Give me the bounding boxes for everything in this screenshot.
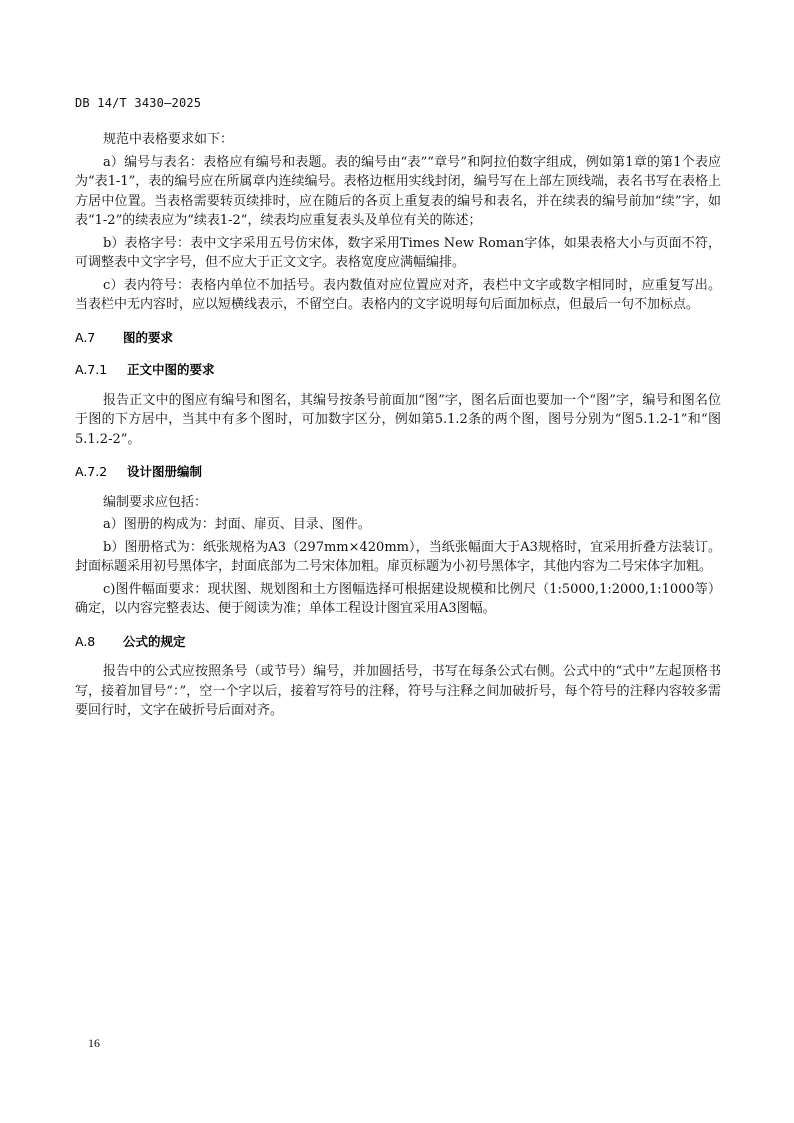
heading-a71-number: A.7.1 — [75, 362, 108, 377]
paragraph-table-font: b）表格字号：表中文字采用五号仿宋体，数字采用Times New Roman字体，如果表格大小与页面不符，可调整表中文字字号，但不应大于正文文字。表格宽度应满幅编排。 — [75, 235, 721, 270]
paragraph-table-symbols: c）表内符号：表格内单位不加括号。表内数值对应位置应对齐，表栏中文字或数字相同时，应重复写出。当表栏中无内容时，应以短横线表示，不留空白。表格内的文字说明每句后面加标点，但最后一句不加标点。 — [75, 277, 721, 312]
page-number: 16 — [88, 1036, 100, 1050]
paragraph-atlas-format: b）图册格式为：纸张规格为A3（297mm×420mm），当纸张幅面大于A3规格时，宜采用折叠方法装订。封面标题采用初号黑体字，封面底部为二号宋体加粗。扉页标题为小初号黑体字，其他内容为二号宋体字加粗。 — [75, 539, 721, 574]
heading-a72-title: 设计图册编制 — [127, 464, 203, 479]
paragraph-figure-numbering: 报告正文中的图应有编号和图名，其编号按条号前面加“图”字，图名后面也要加一个“图”字，编号和图名位于图的下方居中，当其中有多个图时，可加数字区分，例如第5.1.2条的两个图，图号分别为“图5.1.2-1”和“图5.1.2-2”。 — [75, 392, 721, 447]
heading-a7-number: A.7 — [75, 329, 96, 345]
paragraph-table-numbering: a）编号与表名：表格应有编号和表题。表的编号由“表”“章号”和阿拉伯数字组成，例如第1章的第1个表应为“表1-1”，表的编号应在所属章内连续编号。表格边框用实线封闭，编号写在上部左顶线端，表名书写在表格上方居中位置。当表格需要转页续排时，应在随后的各页上重复表的编号和表名，并在续表的编号前加“续”字，如表“1-2”的续表应为“续表1-2”，续表均应重复表头及单位有关的陈述； — [75, 154, 721, 228]
heading-a71-title: 正文中图的要求 — [127, 362, 215, 377]
paragraph-formula-rules: 报告中的公式应按照条号（或节号）编号，并加圆括号，书写在每条公式右侧。公式中的“式中”左起顶格书写，接着加冒号“：”，空一个字以后，接着写符号的注释，符号与注释之间加破折号，每个符号的注释内容较多需要回行时，文字在破折号后面对齐。 — [75, 664, 721, 718]
heading-a72-number: A.7.2 — [75, 464, 108, 479]
paragraph-atlas-intro: 编制要求应包括： — [103, 494, 208, 510]
paragraph-table-intro: 规范中表格要求如下： — [103, 132, 234, 147]
heading-a71 — [75, 360, 721, 380]
heading-a8-number: A.8 — [75, 633, 96, 649]
heading-a7-title: 图的要求 — [123, 329, 174, 345]
heading-a7 — [75, 328, 721, 348]
document-code-header: DB 14/T 3430—2025 — [75, 96, 202, 110]
paragraph-atlas-composition: a）图册的构成为：封面、扉页、目录、图件。 — [103, 517, 371, 532]
paragraph-atlas-size: c)图件幅面要求：现状图、规划图和土方图幅选择可根据建设规模和比例尺（1:5000,1:2000,1:1000等）确定，以内容完整表达、便于阅读为准；单体工程设计图宜采用A3图幅。 — [75, 581, 721, 616]
page-body — [75, 130, 721, 724]
heading-a72 — [75, 462, 721, 482]
heading-a8-title: 公式的规定 — [123, 633, 186, 649]
heading-a8 — [75, 632, 721, 652]
